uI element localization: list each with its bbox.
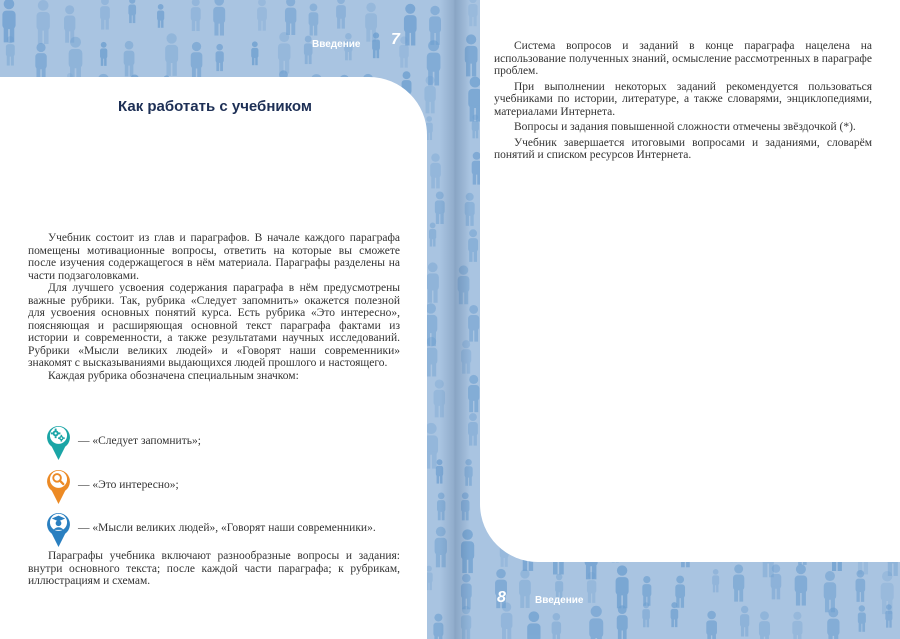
left-page-number: 7 [391, 31, 400, 48]
paragraph: Каждая рубрика обозначена специальным значком: [48, 369, 299, 382]
person-figure [733, 564, 744, 601]
person-figure [257, 0, 267, 31]
person-figure [128, 0, 136, 23]
person-figure [824, 571, 836, 612]
person-figure [372, 32, 380, 58]
person-figure [472, 114, 479, 138]
person-figure [165, 33, 178, 76]
person-figure [856, 570, 866, 602]
person-figure [616, 565, 629, 608]
person-figure [671, 602, 679, 627]
person-figure [157, 4, 164, 28]
paragraph: Учебник завершается итоговыми вопросами и заданиями, словарём понятий и списком ресурсов Интернета. [494, 136, 872, 161]
person-figure [527, 611, 540, 639]
person-figure [191, 0, 201, 31]
person-figure [858, 605, 866, 632]
person-figure [336, 0, 346, 29]
person-figure [712, 569, 719, 592]
left-closing-text [28, 550, 400, 588]
graduate-icon [44, 508, 73, 548]
person-figure [642, 576, 651, 606]
magnifier-icon [44, 465, 73, 505]
person-figure [309, 3, 319, 35]
paragraph: Параграфы учебника включают разнообразные вопросы и задания: внутри основного текста; после каждой части параграфа; к рубрикам, иллюстрациям и схемам. [28, 550, 400, 587]
person-figure [617, 605, 628, 639]
person-figure [706, 611, 717, 639]
person-figure [519, 569, 531, 608]
legend-text: — «Следует запомнить»; [78, 435, 201, 447]
person-figure [35, 43, 46, 81]
left-body-text [28, 232, 400, 382]
person-figure [740, 606, 749, 637]
person-figure [771, 564, 782, 599]
person-figure [399, 36, 408, 67]
paragraph: Система вопросов и заданий в конце параграфа нацелена на использование полученных знаний, осмысление рассмотренных в параграфе проблем. [494, 40, 872, 77]
person-figure [425, 337, 437, 377]
legend-item-great-thoughts [44, 508, 376, 548]
person-figure [827, 608, 839, 639]
person-figure [191, 42, 203, 80]
right-body-text [494, 40, 872, 165]
legend-item-remember [44, 421, 201, 461]
paragraph: Учебник состоит из глав и параграфов. В начале каждого параграфа помещены мотивационные вопросы, ответить на которые вы сможете после изучения содержащегося в нём материала. Параграфы разделены на части подзаголовками. [28, 232, 400, 282]
person-figure [427, 262, 439, 302]
person-figure [251, 41, 258, 65]
person-figure [2, 0, 15, 42]
legend-item-interesting [44, 465, 179, 505]
person-figure [213, 0, 225, 36]
person-figure [501, 602, 513, 639]
person-figure [6, 36, 15, 65]
page-title: Как работать с учебником [118, 98, 312, 115]
person-figure [589, 606, 603, 639]
person-figure [759, 611, 770, 639]
gears-icon [44, 421, 73, 461]
paragraph: Для лучшего усвоения содержания параграфа в нём предусмотрены важные рубрики. Так, рубрика «Следует запомнить» окажется полезной для усвоения основных понятий курса. Есть рубрика «Это интересно», поясняющая и расширяющая основной текст параграфа фактами из истории и современности, а также результатами научных исследований. Рубрики «Мысли великих людей» и «Говорят наши современники» знакомят с высказываниями выдающихся людей прошлого и настоящего. [28, 282, 400, 369]
person-figure [124, 41, 135, 77]
right-section-label: Введение [535, 595, 584, 606]
person-figure [278, 32, 291, 73]
person-figure [642, 602, 650, 627]
person-figure [285, 0, 296, 35]
person-figure [675, 576, 685, 608]
book-gutter [440, 0, 470, 639]
person-figure [792, 612, 802, 639]
paragraph: При выполнении некоторых заданий рекомендуется пользоваться учебниками по истории, литературе, а также словарями, энциклопедиями, материалами Интернета. [494, 80, 872, 118]
person-figure [100, 42, 107, 66]
person-figure [587, 572, 596, 603]
person-figure [36, 0, 49, 44]
legend-text: — «Это интересно»; [78, 479, 179, 491]
legend-text: — «Мысли великих людей», «Говорят наши современники». [78, 522, 376, 534]
right-page-number: 8 [497, 589, 506, 606]
paragraph: Вопросы и задания повышенной сложности отмечены звёздочкой (*). [514, 121, 856, 133]
left-section-label: Введение [312, 39, 361, 50]
person-figure [552, 613, 561, 639]
person-figure [429, 222, 436, 246]
person-figure [885, 604, 892, 627]
person-figure [216, 44, 224, 71]
person-figure [100, 0, 110, 30]
person-figure [795, 564, 808, 605]
